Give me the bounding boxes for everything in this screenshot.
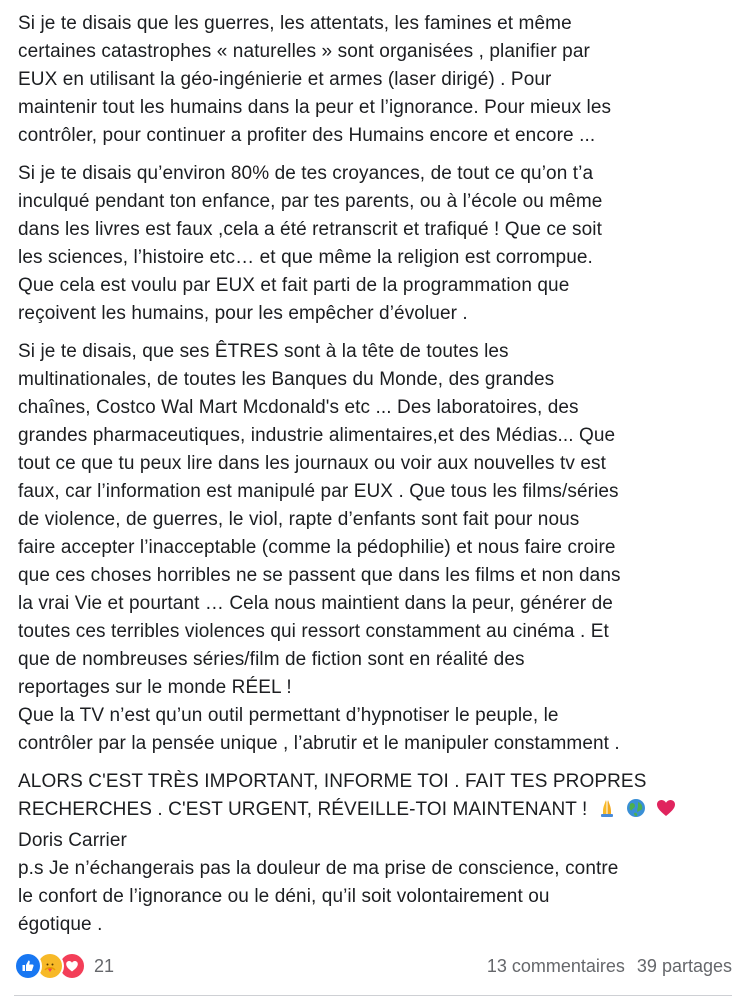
post-paragraph-1 (18, 10, 734, 150)
text-line: que ces choses horribles ne se passent que dans les films et non dans (18, 565, 621, 586)
text-line: le confort de l’ignorance ou le déni, qu’il soit volontairement ou (18, 886, 550, 907)
text-line: Que la TV n’est qu’un outil permettant d’hypnotiser le peuple, le (18, 705, 559, 726)
text-line: contrôler par la pensée unique , l’abrutir et le manipuler constamment . (18, 733, 620, 754)
text-line: ALORS C'EST TRÈS IMPORTANT, INFORME TOI . FAIT TES PROPRES (18, 771, 647, 792)
post-footer (14, 950, 732, 982)
text-line: Que cela est voulu par EUX et fait parti de la programmation que (18, 275, 570, 296)
text-line: maintenir tout les humains dans la peur et l’ignorance. Pour mieux les (18, 97, 612, 118)
reactions-summary[interactable] (14, 952, 114, 980)
post-stats (487, 956, 732, 977)
comments-count-link[interactable]: 13 commentaires (486, 955, 625, 976)
text-line: multinationales, de toutes les Banques du Monde, des grandes (18, 369, 555, 390)
footer-divider (14, 995, 732, 996)
text-line: contrôler, pour continuer a profiter des Humains encore et encore ... (18, 125, 596, 146)
text-line: EUX en utilisant la géo-ingénierie et armes (laser dirigé) . Pour (18, 69, 552, 90)
praying-hands-icon (597, 798, 617, 827)
post-paragraph-3 (18, 338, 734, 758)
text-line: la vrai Vie et pourtant … Cela nous maintient dans la peur, générer de (18, 593, 613, 614)
text-line: inculqué pendant ton enfance, par tes parents, ou à l’école ou même (18, 191, 603, 212)
text-line: faire accepter l’inacceptable (comme la pédophilie) et nous faire croire (18, 537, 616, 558)
globe-icon (626, 798, 646, 827)
text-line: toutes ces terribles violences qui ressort constamment au cinéma . Et (18, 621, 609, 642)
text-line: égotique . (18, 914, 103, 935)
text-line-with-emojis (18, 796, 734, 827)
text-line: certaines catastrophes « naturelles » sont organisées , planifier par (18, 41, 590, 62)
text-line: Si je te disais qu’environ 80% de tes croyances, de tout ce qu’on t’a (18, 163, 594, 184)
like-icon (14, 952, 42, 980)
red-heart-icon (656, 798, 676, 827)
reaction-count: 21 (94, 955, 115, 976)
post-paragraph-2 (18, 160, 734, 328)
shares-count-link[interactable]: 39 partages (636, 955, 732, 976)
text-line: chaînes, Costco Wal Mart Mcdonald's etc ... Des laboratoires, des (18, 397, 579, 418)
text-line: dans les livres est faux ,cela a été retranscrit et trafiqué ! Que ce soit (18, 219, 603, 240)
text-line: les sciences, l’histoire etc… et que même la religion est corrompue. (18, 247, 593, 268)
text-line: Si je te disais que les guerres, les attentats, les famines et même (18, 13, 572, 34)
post-body (18, 10, 734, 939)
text-line: grandes pharmaceutiques, industrie alimentaires,et des Médias... Que (18, 425, 616, 446)
text-line: de violence, de guerres, le viol, rapte d’enfants sont fait pour nous (18, 509, 580, 530)
text-line: reçoivent les humains, pour les empêcher d’évoluer . (18, 303, 468, 324)
text-line: reportages sur le monde RÉEL ! (18, 677, 292, 698)
text-line: tout ce que tu peux lire dans les journaux ou voir aux nouvelles tv est (18, 453, 607, 474)
post-paragraph-4 (18, 768, 734, 939)
text-line: Si je te disais, que ses ÊTRES sont à la tête de toutes les (18, 341, 509, 362)
text-line: RECHERCHES . C'EST URGENT, RÉVEILLE-TOI MAINTENANT ! (18, 799, 588, 820)
text-line: que de nombreuses séries/film de fiction sont en réalité des (18, 649, 525, 670)
author-signature: Doris Carrier (18, 830, 127, 851)
text-line: faux, car l’information est manipulé par EUX . Que tous les films/séries (18, 481, 619, 502)
text-line: p.s Je n’échangerais pas la douleur de ma prise de conscience, contre (18, 858, 619, 879)
